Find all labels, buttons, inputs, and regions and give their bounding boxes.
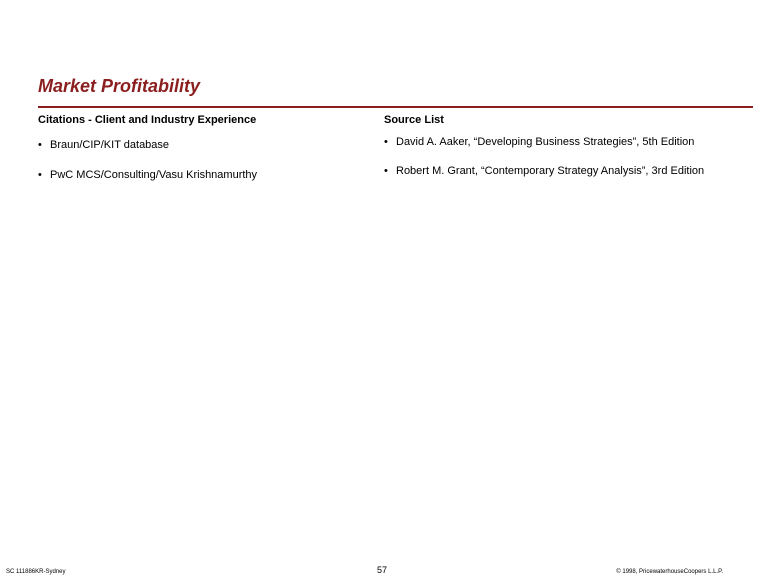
list-item	[38, 168, 358, 183]
footer-copyright: © 1998, PricewaterhouseCoopers L.L.P.	[616, 569, 723, 575]
bullet-icon: •	[384, 136, 388, 148]
bullet-icon: •	[38, 169, 42, 181]
footer-document-code: SC 111886KR-Sydney	[6, 569, 66, 575]
source-list	[384, 135, 744, 179]
list-item	[384, 135, 744, 150]
citations-list	[38, 138, 358, 183]
slide-title: Market Profitability	[38, 76, 201, 96]
bullet-icon: •	[38, 139, 42, 151]
source-text: Robert M. Grant, “Contemporary Strategy Analysis”, 3rd Edition	[396, 165, 705, 177]
source-list-heading: Source List	[384, 114, 444, 126]
list-item	[384, 164, 744, 179]
citation-text: Braun/CIP/KIT database	[50, 139, 170, 151]
source-text: David A. Aaker, “Developing Business Strategies”, 5th Edition	[396, 136, 695, 148]
page-number: 57	[377, 565, 388, 575]
title-divider	[38, 106, 753, 108]
list-item	[38, 138, 358, 153]
citation-text: PwC MCS/Consulting/Vasu Krishnamurthy	[50, 169, 258, 181]
bullet-icon: •	[384, 165, 388, 177]
citations-heading: Citations - Client and Industry Experience	[38, 114, 257, 126]
